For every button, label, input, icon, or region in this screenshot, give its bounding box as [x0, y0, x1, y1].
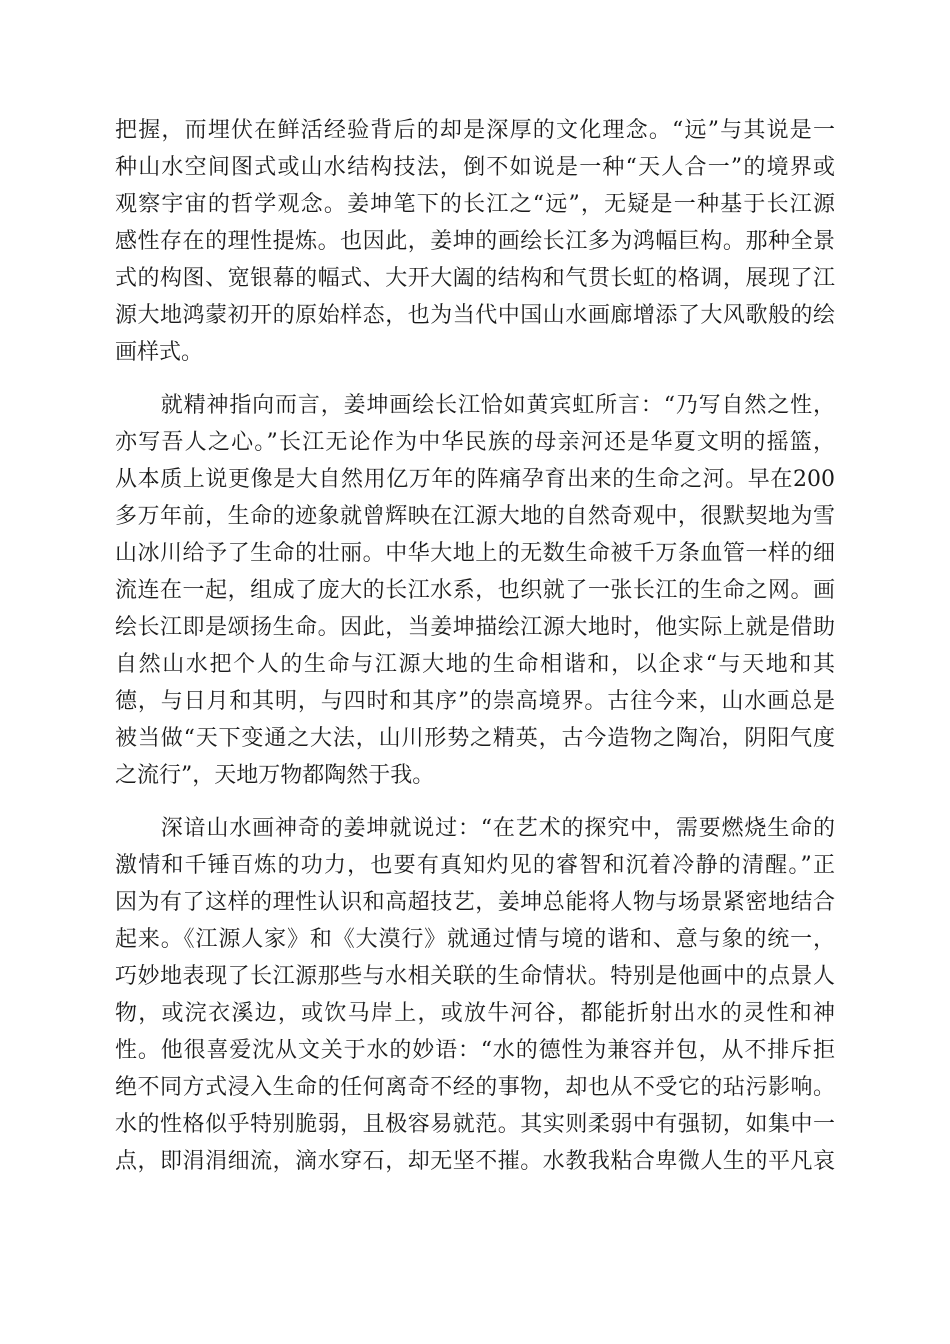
text-line: 因为有了这样的理性认识和高超技艺，姜坤总能将人物与场景紧密地结合: [115, 890, 835, 915]
text-line: 画样式。: [115, 340, 204, 365]
text-line: 多万年前，生命的迹象就曾辉映在江源大地的自然奇观中，很默契地为雪: [115, 504, 835, 529]
text-line: 绝不同方式浸入生命的任何离奇不经的事物，却也从不受它的玷污影响。: [115, 1075, 835, 1100]
text-line: 山冰川给予了生命的壮丽。中华大地上的无数生命被千万条血管一样的细: [115, 541, 835, 566]
text-line: 式的构图、宽银幕的幅式、大开大阖的结构和气贯长虹的格调，展现了江: [115, 266, 835, 291]
text-line: 性。他很喜爱沈从文关于水的妙语：“水的德性为兼容并包，从不排斥拒: [115, 1038, 835, 1063]
text-line: 观察宇宙的哲学观念。姜坤笔下的长江之“远”，无疑是一种基于长江源: [115, 192, 835, 217]
text-line: 物，或浣衣溪边，或饮马岸上，或放牛河谷，都能折射出水的灵性和神: [115, 1001, 835, 1026]
paragraph: [115, 810, 835, 1180]
text-line: 起来。《江源人家》和《大漠行》就通过情与境的谐和、意与象的统一，: [115, 927, 835, 952]
text-line: 就精神指向而言，姜坤画绘长江恰如黄宾虹所言：“乃写自然之性，: [115, 393, 835, 418]
text-line: 深谙山水画神奇的姜坤就说过：“在艺术的探究中，需要燃烧生命的: [115, 816, 835, 841]
text-line: 从本质上说更像是大自然用亿万年的阵痛孕育出来的生命之河。早在200: [115, 467, 835, 492]
paragraph-spacer: [115, 794, 835, 810]
paragraph: [115, 112, 835, 371]
text-line: 点，即涓涓细流，滴水穿石，却无坚不摧。水教我粘合卑微人生的平凡哀: [115, 1149, 835, 1174]
text-line: 激情和千锤百炼的功力，也要有真知灼见的睿智和沉着冷静的清醒。”正: [115, 853, 835, 878]
text-line: 被当做“天下变通之大法，山川形势之精英，古今造物之陶冶，阴阳气度: [115, 726, 835, 751]
paragraph-spacer: [115, 371, 835, 387]
text-line: 绘长江即是颂扬生命。因此，当姜坤描绘江源大地时，他实际上就是借助: [115, 615, 835, 640]
article-body: [115, 112, 835, 1180]
text-line: 种山水空间图式或山水结构技法，倒不如说是一种“天人合一”的境界或: [115, 155, 835, 180]
text-line: 感性存在的理性提炼。也因此，姜坤的画绘长江多为鸿幅巨构。那种全景: [115, 229, 835, 254]
text-line: 把握，而埋伏在鲜活经验背后的却是深厚的文化理念。“远”与其说是一: [115, 118, 835, 143]
text-line: 自然山水把个人的生命与江源大地的生命相谐和，以企求“与天地和其: [115, 652, 835, 677]
text-line: 水的性格似乎特别脆弱，且极容易就范。其实则柔弱中有强韧，如集中一: [115, 1112, 835, 1137]
paragraph: [115, 387, 835, 794]
text-line: 之流行”，天地万物都陶然于我。: [115, 763, 435, 788]
text-line: 亦写吾人之心。”长江无论作为中华民族的母亲河还是华夏文明的摇篮，: [115, 430, 835, 455]
text-line: 德，与日月和其明，与四时和其序”的崇高境界。古往今来，山水画总是: [115, 689, 835, 714]
text-line: 巧妙地表现了长江源那些与水相关联的生命情状。特别是他画中的点景人: [115, 964, 835, 989]
text-line: 流连在一起，组成了庞大的长江水系，也织就了一张长江的生命之网。画: [115, 578, 835, 603]
text-line: 源大地鸿蒙初开的原始样态，也为当代中国山水画廊增添了大风歌般的绘: [115, 303, 835, 328]
